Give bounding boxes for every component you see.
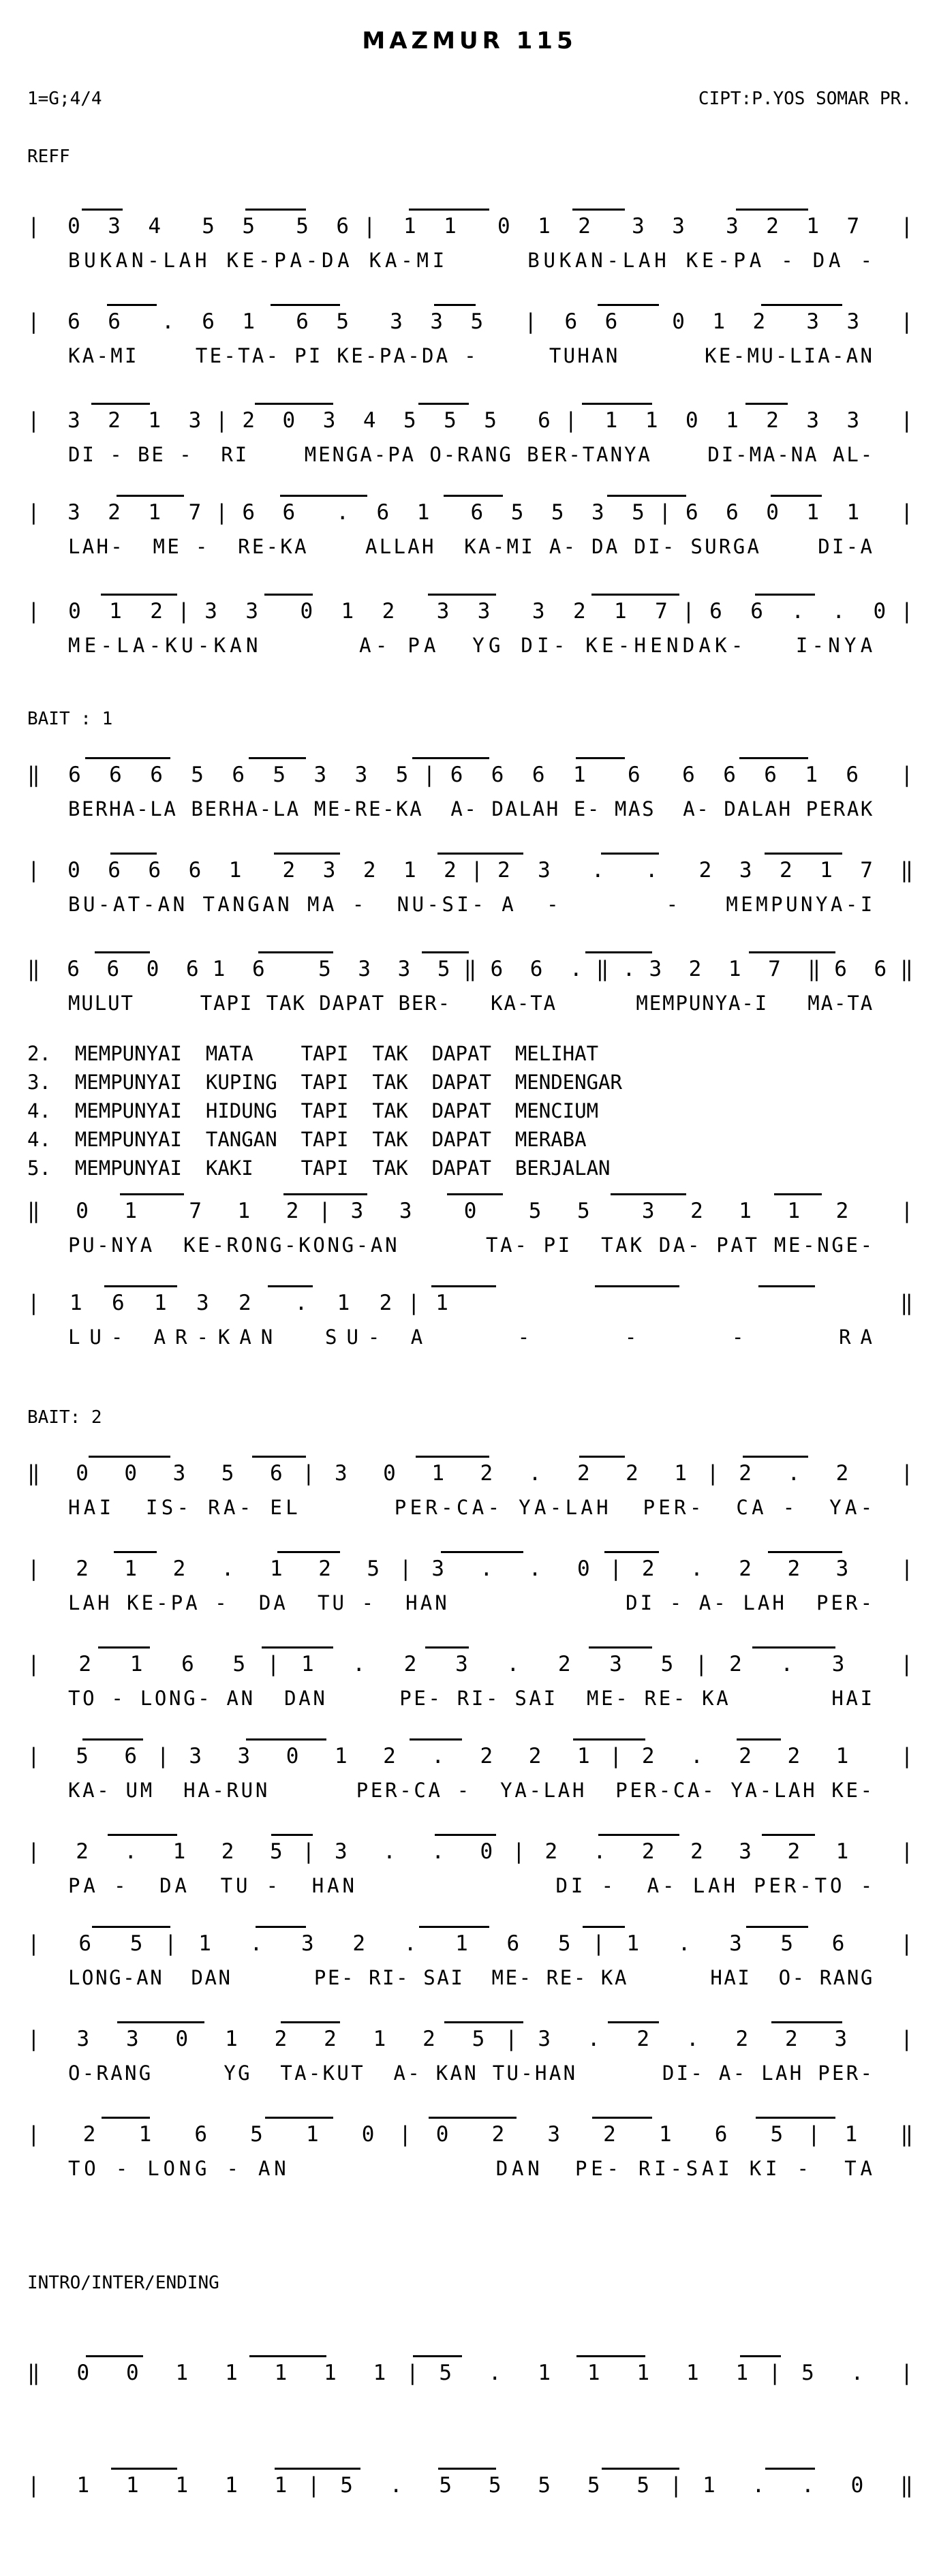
note-beam — [246, 1738, 326, 1741]
verse-line: 2. MEMPUNYAI MATA TAPI TAK DAPAT MELIHAT — [27, 1042, 599, 1065]
note-beam — [591, 594, 679, 596]
note-beam — [425, 1646, 469, 1649]
note-beam — [117, 495, 184, 497]
note-beam — [765, 2468, 815, 2470]
verse-line: 3. MEMPUNYAI KUPING TAPI TAK DAPAT MENDENGAR — [27, 1071, 622, 1094]
section-label: REFF — [27, 147, 70, 167]
lyric-line: PA - DA TU - HAN DI - A- LAH PER-TO - — [68, 1874, 876, 1897]
note-beam — [274, 853, 340, 855]
lyric-line: PU-NYA KE-RONG-KONG-AN TA- PI TAK DA- PAT ME-NGE- — [68, 1233, 875, 1257]
note-beam — [429, 2117, 517, 2119]
section-label: INTRO/INTER/ENDING — [27, 2273, 219, 2293]
note-beam — [576, 757, 625, 759]
note-beam — [444, 495, 503, 497]
note-beam — [98, 1646, 150, 1649]
notation-line: | 1 6 1 3 2 . 1 2 | 1 ‖ — [27, 1291, 914, 1315]
note-beam — [755, 594, 815, 596]
lyric-line: LU- AR-KAN SU- A - - - RA — [68, 1325, 882, 1349]
note-beam — [592, 2117, 652, 2119]
lyric-line: ME-LA-KU-KAN A- PA YG DI- KE-HENDAK- I-NYA — [68, 634, 877, 657]
note-beam — [111, 2468, 177, 2470]
verse-line: 4. MEMPUNYAI HIDUNG TAPI TAK DAPAT MENCIUM — [27, 1099, 599, 1122]
notation-line: | 2 1 6 5 1 0 | 0 2 3 2 1 6 5 | 1 ‖ — [27, 2122, 919, 2147]
note-beam — [585, 951, 652, 953]
note-beam — [745, 403, 788, 405]
note-beam — [412, 757, 489, 759]
note-beam — [101, 594, 177, 596]
note-beam — [736, 209, 808, 211]
note-beam — [249, 757, 306, 759]
note-beam — [598, 304, 659, 306]
note-beam — [761, 304, 842, 306]
note-beam — [258, 951, 333, 953]
note-beam — [431, 1285, 496, 1287]
notation-line: | 2 1 6 5 | 1 . 2 3 . 2 3 5 | 2 . 3 | — [27, 1652, 918, 1676]
note-beam — [107, 304, 157, 306]
note-beam — [768, 1551, 842, 1553]
note-beam — [82, 1738, 143, 1741]
note-beam — [739, 757, 808, 759]
note-beam — [762, 1834, 815, 1836]
note-beam — [438, 2468, 496, 2470]
note-beam — [82, 209, 123, 211]
notation-line: | 0 3 4 5 5 5 6 | 1 1 0 1 2 3 3 3 2 1 7 | — [27, 214, 914, 239]
composer-credit: CIPT:P.YOS SOMAR PR. — [698, 89, 912, 109]
notation-line: ‖ 0 1 7 1 2 | 3 3 0 5 5 3 2 1 1 2 | — [27, 1199, 917, 1223]
notation-line: | 3 3 0 1 2 2 1 2 5 | 3 . 2 . 2 2 3 | — [27, 2027, 917, 2051]
notation-line: ‖ 0 0 1 1 1 1 1 | 5 . 1 1 1 1 1 | 5 . | — [27, 2361, 917, 2385]
notation-line: | 3 2 1 7 | 6 6 . 6 1 6 5 5 3 5 | 6 6 0 1 1 | — [27, 500, 914, 525]
note-beam — [108, 1834, 177, 1836]
note-beam — [256, 1926, 306, 1928]
note-beam — [572, 209, 625, 211]
note-beam — [86, 2355, 143, 2357]
note-beam — [419, 1926, 489, 1928]
note-beam — [752, 1646, 835, 1649]
lyric-line: KA-MI TE-TA- PI KE-PA-DA - TUHAN KE-MU-LIA-AN — [68, 344, 875, 367]
note-beam — [740, 2355, 781, 2357]
note-beam — [434, 304, 476, 306]
note-beam — [444, 2021, 523, 2023]
notation-line: ‖ 0 0 3 5 6 | 3 0 1 2 . 2 2 1 | 2 . 2 | — [27, 1461, 917, 1486]
note-beam — [422, 951, 469, 953]
lyric-line: BU-AT-AN TANGAN MA - NU-SI- A - - MEMPUNYA-I — [68, 893, 876, 916]
note-beam — [114, 1551, 157, 1553]
note-beam — [264, 594, 313, 596]
note-beam — [265, 2117, 333, 2119]
note-beam — [576, 2355, 645, 2357]
note-beam — [91, 403, 150, 405]
note-beam — [268, 1285, 313, 1287]
note-beam — [743, 1456, 808, 1458]
lyric-line: HAI IS- RA- EL PER-CA- YA-LAH PER- CA - YA- — [68, 1496, 876, 1519]
section-label: BAIT : 1 — [27, 709, 113, 729]
note-beam — [604, 1551, 659, 1553]
note-beam — [447, 1193, 503, 1195]
note-beam — [249, 2355, 326, 2357]
note-beam — [117, 2021, 204, 2023]
note-beam — [746, 1926, 808, 1928]
notation-line: | 6 5 | 1 . 3 2 . 1 6 5 | 1 . 3 5 6 | — [27, 1931, 918, 1956]
note-beam — [413, 2355, 462, 2357]
notation-line: ‖ 6 6 6 5 6 5 3 3 5 | 6 6 6 1 6 6 6 6 1 6 | — [27, 763, 914, 787]
note-beam — [737, 1738, 781, 1741]
note-beam — [598, 1834, 679, 1836]
key-signature: 1=G;4/4 — [27, 89, 102, 109]
note-beam — [104, 1285, 177, 1287]
note-beam — [252, 1456, 306, 1458]
note-beam — [602, 2468, 679, 2470]
note-beam — [756, 2117, 835, 2119]
notation-line: | 5 6 | 3 3 0 1 2 . 2 2 1 | 2 . 2 2 1 | — [27, 1744, 917, 1768]
song-title: MAZMUR 115 — [362, 27, 577, 55]
lyric-line: TO - LONG - AN DAN PE- RI-SAI KI - TA — [68, 2157, 876, 2180]
notation-line: | 1 1 1 1 1 | 5 . 5 5 5 5 5 | 1 . . 0 ‖ — [27, 2473, 917, 2498]
notation-line: | 6 6 . 6 1 6 5 3 3 5 | 6 6 0 1 2 3 3 | — [27, 309, 914, 334]
note-beam — [410, 1738, 462, 1741]
lyric-line: KA- UM HA-RUN PER-CA - YA-LAH PER-CA- YA-LAH KE- — [68, 1779, 875, 1802]
note-beam — [95, 951, 150, 953]
note-beam — [573, 1738, 645, 1741]
note-beam — [110, 853, 157, 855]
note-beam — [607, 495, 686, 497]
notation-line: | 0 6 6 6 1 2 3 2 1 2 | 2 3 . . 2 3 2 1 7 ‖ — [27, 858, 914, 883]
lyric-line: LONG-AN DAN PE- RI- SAI ME- RE- KA HAI O- RANG — [68, 1966, 874, 1989]
lyric-line: BUKAN-LAH KE-PA-DA KA-MI BUKAN-LAH KE-PA - DA - — [68, 249, 876, 272]
lyric-line: DI - BE - RI MENGA-PA O-RANG BER-TANYA DI-MA-NA AL- — [68, 443, 875, 466]
note-beam — [758, 1285, 815, 1287]
note-beam — [271, 1834, 313, 1836]
note-beam — [120, 1193, 184, 1195]
note-beam — [85, 757, 170, 759]
notation-line: ‖ 6 6 0 6 1 6 5 3 3 5 ‖ 6 6 . ‖ . 3 2 1 7 ‖ 6 6 ‖ — [27, 957, 914, 981]
note-beam — [601, 853, 659, 855]
note-beam — [281, 2021, 340, 2023]
note-beam — [245, 209, 306, 211]
note-beam — [771, 495, 822, 497]
lyric-line: LAH KE-PA - DA TU - HAN DI - A- LAH PER- — [68, 1591, 876, 1614]
note-beam — [611, 1193, 686, 1195]
lyric-line: MULUT TAPI TAK DAPAT BER- KA-TA MEMPUNYA-I MA-TA — [68, 992, 874, 1015]
note-beam — [277, 1551, 340, 1553]
lyric-line: BERHA-LA BERHA-LA ME-RE-KA A- DALAH E- MAS A- DALAH PERAK — [68, 797, 874, 821]
note-beam — [428, 594, 496, 596]
note-beam — [437, 853, 523, 855]
note-beam — [441, 1551, 523, 1553]
note-beam — [418, 403, 469, 405]
note-beam — [271, 304, 340, 306]
lyric-line: TO - LONG- AN DAN PE- RI- SAI ME- RE- KA HAI — [68, 1687, 875, 1710]
note-beam — [774, 1193, 822, 1195]
note-beam — [595, 1285, 679, 1287]
verse-line: 4. MEMPUNYAI TANGAN TAPI TAK DAPAT MERABA — [27, 1128, 587, 1151]
note-beam — [771, 2021, 842, 2023]
note-beam — [283, 1193, 367, 1195]
note-beam — [608, 2021, 659, 2023]
section-label: BAIT: 2 — [27, 1407, 102, 1428]
note-beam — [579, 1456, 625, 1458]
notation-line: | 2 . 1 2 5 | 3 . . 0 | 2 . 2 2 3 2 1 | — [27, 1839, 917, 1864]
note-beam — [409, 209, 489, 211]
note-beam — [435, 1834, 496, 1836]
verse-list — [27, 1039, 622, 1182]
note-beam — [102, 2117, 150, 2119]
notation-line: | 0 1 2 | 3 3 0 1 2 3 3 3 2 1 7 | 6 6 . . 0 | — [27, 599, 914, 624]
notation-line: | 2 1 2 . 1 2 5 | 3 . . 0 | 2 . 2 2 3 | — [27, 1557, 917, 1581]
note-beam — [262, 1646, 333, 1649]
note-beam — [765, 853, 842, 855]
notation-line: | 3 2 1 3 | 2 0 3 4 5 5 5 6 | 1 1 0 1 2 3 3 | — [27, 408, 914, 433]
note-beam — [280, 495, 367, 497]
note-beam — [275, 2468, 360, 2470]
lyric-line: LAH- ME - RE-KA ALLAH KA-MI A- DA DI- SURGA DI-A — [68, 535, 875, 558]
note-beam — [89, 1456, 170, 1458]
verse-line: 5. MEMPUNYAI KAKI TAPI TAK DAPAT BERJALAN — [27, 1156, 611, 1180]
note-beam — [92, 1926, 170, 1928]
note-beam — [582, 403, 652, 405]
note-beam — [255, 403, 333, 405]
note-beam — [749, 951, 835, 953]
note-beam — [583, 1926, 625, 1928]
lyric-line: O-RANG YG TA-KUT A- KAN TU-HAN DI- A- LAH PER- — [68, 2061, 875, 2085]
note-beam — [589, 1646, 652, 1649]
note-beam — [416, 1456, 489, 1458]
